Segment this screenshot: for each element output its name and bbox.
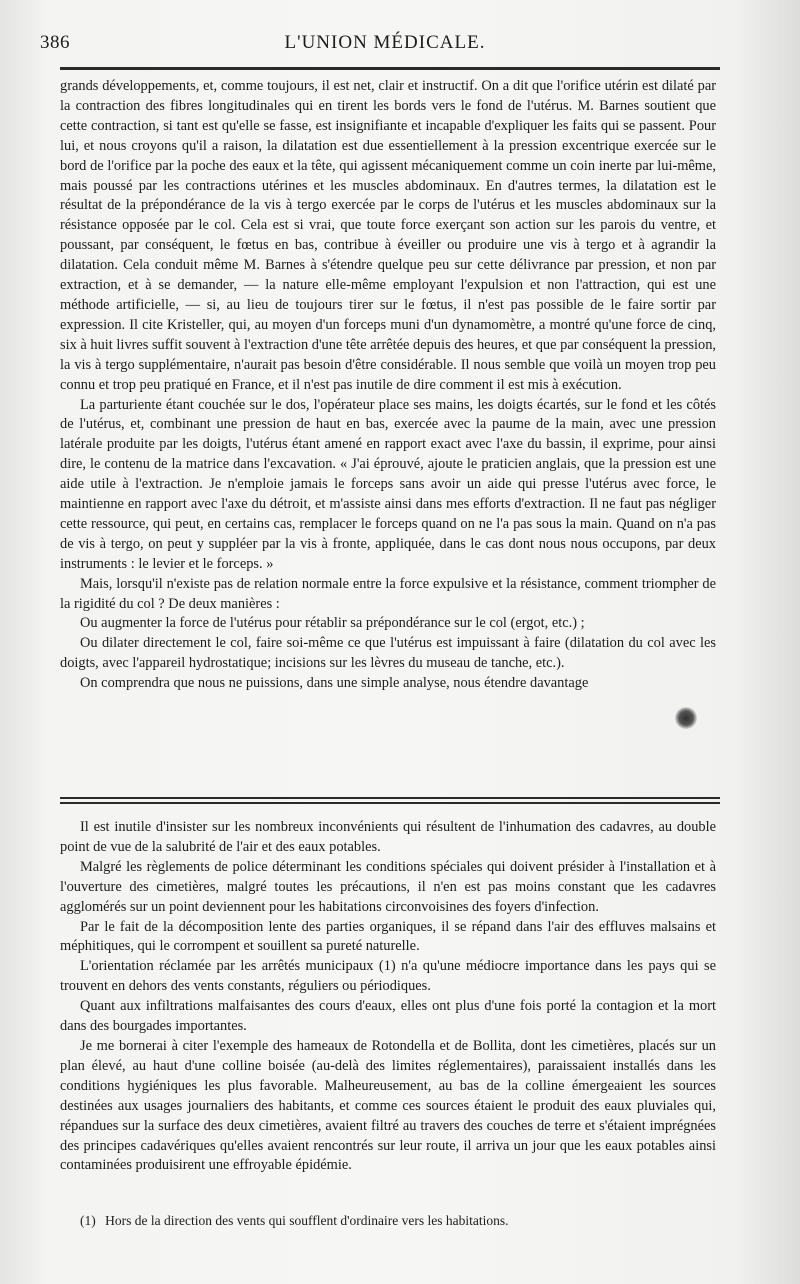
footnote-mark: (1): [80, 1213, 96, 1228]
paragraph: L'orientation réclamée par les arrêtés municipaux (1) n'a qu'une médiocre importance dans les pays qui se trouvent en dehors des vents constants, réguliers ou périodiques.: [60, 958, 716, 995]
paragraph: Malgré les règlements de police déterminant les conditions spéciales qui doivent présider à l'installation et à l'ouverture des cimetières, malgré toutes les précautions, il n'en est pas moins constant que les cadavres agglomérés sur un point deviennent pour les habitations circonvoisines des foyers d'infection.: [60, 858, 716, 915]
paragraph: Il est inutile d'insister sur les nombreux inconvénients qui résultent de l'inhumation des cadavres, au double point de vue de la salubrité de l'air et des eaux potables.: [60, 819, 716, 855]
paragraph: Je me bornerai à citer l'exemple des hameaux de Rotondella et de Bollita, dont les cimetières, placés sur un plan élevé, au haut d'une colline boisée (au-delà des limites réglementaires), paraissaient installés dans les conditions hygiéniques les plus favorable. Malheureusement, au bas de la colline émergeaient les sources destinées aux usages journaliers des habitants, et comme ces sources étaient le produit des eaux pluviales qui, répandues sur la surface des deux cimetières, avaient filtré au travers des couches de terre et s'étaient imprégnées des principes cadavériques qu'elles avaient rencontrés sur leur route, il arriva un jour que les eaux potables ainsi contaminées produisirent une effroyable épidémie.: [60, 1037, 716, 1174]
paragraph: Mais, lorsqu'il n'existe pas de relation normale entre la force expulsive et la résistance, comment triompher de la rigidité du col ? De deux manières :: [60, 575, 716, 612]
paragraph: On comprendra que nous ne puissions, dans une simple analyse, nous étendre davantage: [80, 675, 589, 692]
footnote: [80, 1213, 680, 1229]
section-rule-upper: [60, 797, 720, 799]
paragraph: La parturiente étant couchée sur le dos, l'opérateur place ses mains, les doigts écartés, sur le fond et les côtés de l'utérus, et, combinant une pression de haut en bas, exercée avec la paume de la main, avec une pression latérale produite par les doigts, l'utérus étant amené en rapport exact avec l'axe du bassin, il exprime, pour ainsi dire, le contenu de la matrice dans l'excavation. « J'ai éprouvé, ajoute le praticien anglais, que la pression est une aide utile à l'extraction. Je n'emploie jamais le forceps sans avoir un aide qui presse l'utérus avec force, le maintienne en rapport avec l'axe du détroit, et m'assiste ainsi dans mes efforts d'extraction. Il ne faut pas négliger cette ressource, qui peut, en certains cas, remplacer le forceps quand on ne l'a pas sous la main. Quand on n'a pas de vis à tergo, on peut y suppléer par la vis à fronte, appliquée, dans le cas dont nous nous occupons, par deux instruments : le levier et le forceps. »: [60, 396, 716, 572]
paragraph: Ou augmenter la force de l'utérus pour rétablir sa prépondérance sur le col (ergot, etc.) ;: [80, 615, 585, 632]
running-head: L'UNION MÉDICALE.: [284, 32, 486, 53]
header-rule: [60, 67, 720, 70]
page-header: [40, 28, 730, 62]
page-number: 386: [40, 32, 70, 53]
paragraph: grands développements, et, comme toujours, il est net, clair et instructif. On a dit que l'orifice utérin est dilaté par la contraction des fibres longitudinales qui en tirent les bords vers le fond de l'utérus. M. Barnes soutient que cette contraction, si tant est qu'elle se fasse, est insignifiante et incapable d'expliquer les faits qui se passent. Pour lui, et nous croyons qu'il a raison, la dilatation est due essentiellement à la pression excentrique exercée sur le bord de l'orifice par la poche des eaux et la tête, qui agissent mécaniquement comme un coin inerte par lui-même, mais poussé par les contractions utérines et les muscles abdominaux. En d'autres termes, la dilatation est le résultat de la prépondérance de la vis à tergo exercée par le corps de l'utérus et les muscles abdominaux sur la résistance opposée par le col. Cela est si vrai, que toute force exerçant son action sur les parois du ventre, et poussant, par conséquent, le fœtus en bas, contribue à éveiller ou produire une vis à tergo et à agrandir la dilatation. Cela conduit même M. Barnes à s'étendre quelque peu sur cette délivrance par pression, et non par extraction, et à se demander, — la nature elle-même employant l'expulsion et non l'attraction, qui est une méthode artificielle, — si, au lieu de toujours tirer sur le fœtus, il n'est pas possible de le faire sortir par expression. Il cite Kristeller, qui, au moyen d'un forceps muni d'un dynamomètre, a montré qu'une force de cinq, six à huit livres suffit souvent à l'extraction d'une tête arrêtée depuis des heures, et que par conséquent la pression, la vis à tergo supplémentaire, n'aurait pas besoin d'être considérable. Il nous semble que voilà un moyen trop peu connu et trop peu pratiqué en France, et il n'est pas inutile de dire comment il est mis à exécution.: [60, 78, 716, 393]
paragraph: Ou dilater directement le col, faire soi-même ce que l'utérus est impuissant à faire (dilatation du col avec les doigts, avec l'appareil hydrostatique; incisions sur les lèvres du museau de tanche, etc.).: [60, 635, 716, 672]
paragraph: Quant aux infiltrations malfaisantes des cours d'eaux, elles ont plus d'une fois porté la contagion et la mort dans des bourgades importantes.: [60, 998, 716, 1035]
article-continued: [60, 77, 716, 694]
ink-blot: [675, 707, 697, 729]
feuilleton-article: [60, 818, 716, 1176]
paragraph: Par le fait de la décomposition lente des parties organiques, il se répand dans l'air des effluves malsains et méphitiques, qui le corrompent et souillent sa pureté naturelle.: [60, 918, 716, 955]
footnote-text: Hors de la direction des vents qui soufflent d'ordinaire vers les habitations.: [105, 1213, 509, 1228]
section-rule-lower: [60, 802, 720, 804]
